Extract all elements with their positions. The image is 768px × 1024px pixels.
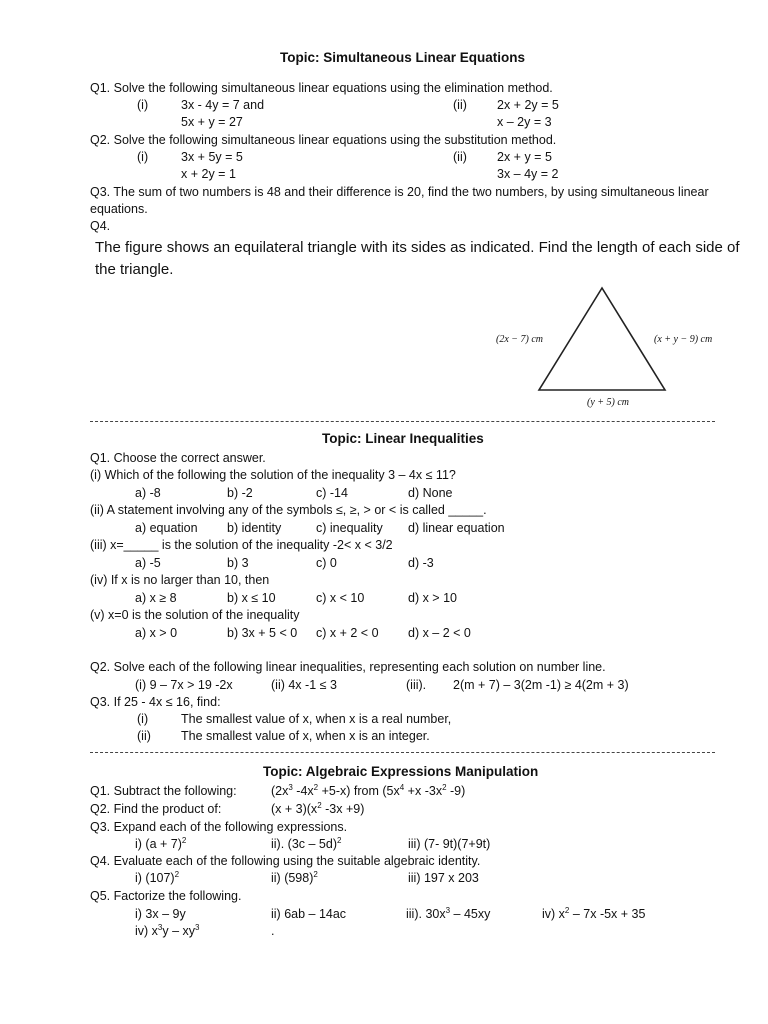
expr-part: iv) x xyxy=(135,924,158,938)
s2-q2-iii: 2(m + 7) – 3(2m -1) ≥ 4(2m + 3) xyxy=(453,678,629,692)
exponent: 2 xyxy=(174,869,180,879)
section-divider xyxy=(90,752,715,753)
s3-q4: Q4. Evaluate each of the following using the suitable algebraic identity. xyxy=(90,854,481,868)
s1-q4-text2: the triangle. xyxy=(95,261,174,278)
s2-q1-i-a: a) -8 xyxy=(135,486,161,500)
s1-q1: Q1. Solve the following simultaneous linear equations using the elimination method. xyxy=(90,81,553,95)
expr-part: +5-x) from (5x xyxy=(318,784,400,798)
expr-part: +x -3x xyxy=(404,784,443,798)
s2-q1-iii-c: c) 0 xyxy=(316,556,337,570)
s1-q1-i-eq2: 5x + y = 27 xyxy=(181,115,243,129)
triangle-shape xyxy=(539,288,665,390)
s1-q4-text1: The figure shows an equilateral triangle with its sides as indicated. Find the length of each side of xyxy=(95,239,740,256)
s3-q3: Q3. Expand each of the following expressions. xyxy=(90,820,348,834)
s2-q1-iv-a: a) x ≥ 8 xyxy=(135,591,177,605)
s2-q1-ii-a: a) equation xyxy=(135,521,198,535)
section-title-simultaneous: Topic: Simultaneous Linear Equations xyxy=(280,50,526,65)
section-title-inequalities: Topic: Linear Inequalities xyxy=(322,431,484,446)
s1-q3-line2: equations. xyxy=(90,202,148,216)
expr-part: – 45xy xyxy=(450,907,491,921)
s1-q2-i-eq1: 3x + 5y = 5 xyxy=(181,150,243,164)
s3-q5-trailing-dot: . xyxy=(271,924,275,938)
s2-q3-i: The smallest value of x, when x is a real number, xyxy=(181,712,452,726)
s2-q1-iv: (iv) If x is no larger than 10, then xyxy=(90,573,270,587)
s2-q1-i-c: c) -14 xyxy=(316,486,348,500)
s3-q5-i: i) 3x – 9y xyxy=(135,907,186,921)
s3-q3-iii: iii) (7- 9t)(7+9t) xyxy=(408,837,491,851)
expr-part: i) (a + 7) xyxy=(135,837,182,851)
s2-q1-iii-a: a) -5 xyxy=(135,556,161,570)
s2-q1-ii-b: b) identity xyxy=(227,521,282,535)
s1-q4: Q4. xyxy=(90,219,111,233)
s2-q1-iii-b: b) 3 xyxy=(227,556,249,570)
s1-q2: Q2. Solve the following simultaneous linear equations using the substitution method. xyxy=(90,133,557,147)
s2-q1-i-b: b) -2 xyxy=(227,486,253,500)
s3-q3-i xyxy=(135,836,186,852)
s2-q3-ii-label: (ii) xyxy=(137,729,151,743)
exponent: 2 xyxy=(313,782,319,792)
s1-q2-ii-eq1: 2x + y = 5 xyxy=(497,150,552,164)
s1-q1-i-eq1: 3x - 4y = 7 and xyxy=(181,98,265,112)
exponent: 2 xyxy=(564,905,570,915)
s1-q1-i-label: (i) xyxy=(137,98,149,112)
s2-q1-ii: (ii) A statement involving any of the symbols ≤, ≥, > or < is called _____. xyxy=(90,503,487,517)
expr-part: -3x +9) xyxy=(321,802,365,816)
s2-q1-iii: (iii) x=_____ is the solution of the inequality -2< x < 3/2 xyxy=(90,538,393,552)
s2-q1-i: (i) Which of the following the solution of the inequality 3 – 4x ≤ 11? xyxy=(90,468,456,482)
s3-q5-iii xyxy=(406,906,490,922)
s3-q4-i xyxy=(135,870,179,886)
triangle-right-side-label: (x + y − 9) cm xyxy=(654,334,713,345)
s2-q2: Q2. Solve each of the following linear inequalities, representing each solution on number line. xyxy=(90,660,606,674)
s3-q5-iv-second xyxy=(135,923,199,939)
s2-q1-i-d: d) None xyxy=(408,486,453,500)
section-title-algebraic: Topic: Algebraic Expressions Manipulation xyxy=(263,764,539,779)
exponent: 3 xyxy=(157,922,163,932)
s3-q3-ii xyxy=(271,836,341,852)
s1-q3-line1: Q3. The sum of two numbers is 48 and their difference is 20, find the two numbers, by using simultaneous linear xyxy=(90,185,709,199)
expr-part: -4x xyxy=(292,784,314,798)
s2-q1: Q1. Choose the correct answer. xyxy=(90,451,266,465)
triangle-left-side-label: (2x − 7) cm xyxy=(496,334,544,345)
s1-q1-ii-eq2: x – 2y = 3 xyxy=(497,115,552,129)
s3-q5-ii: ii) 6ab – 14ac xyxy=(271,907,347,921)
s2-q1-ii-d: d) linear equation xyxy=(408,521,505,535)
triangle-bottom-side-label: (y + 5) cm xyxy=(587,397,630,408)
s1-q2-ii-label: (ii) xyxy=(453,150,467,164)
exponent: 2 xyxy=(181,835,187,845)
s2-q1-v-c: c) x + 2 < 0 xyxy=(316,626,379,640)
s2-q3-ii: The smallest value of x, when x is an integer. xyxy=(181,729,430,743)
s3-q2: Q2. Find the product of: xyxy=(90,802,222,816)
s1-q2-ii-eq2: 3x – 4y = 2 xyxy=(497,167,559,181)
s3-q1: Q1. Subtract the following: xyxy=(90,784,237,798)
expr-part: iv) x xyxy=(542,907,565,921)
s3-q5: Q5. Factorize the following. xyxy=(90,889,242,903)
s3-q2-expression xyxy=(271,801,364,817)
s3-q1-expression xyxy=(271,783,465,799)
s1-q1-ii-label: (ii) xyxy=(453,98,467,112)
s2-q1-ii-c: c) inequality xyxy=(316,521,383,535)
expr-part: y – xy xyxy=(162,924,196,938)
expr-part: (2x xyxy=(271,784,289,798)
s2-q1-v-a: a) x > 0 xyxy=(135,626,178,640)
exponent: 2 xyxy=(317,800,322,810)
exponent: 2 xyxy=(337,835,342,845)
exponent: 3 xyxy=(288,782,293,792)
s2-q1-iv-b: b) x ≤ 10 xyxy=(227,591,276,605)
s3-q5-iv xyxy=(542,906,645,922)
s1-q2-i-eq2: x + 2y = 1 xyxy=(181,167,236,181)
s2-q1-iv-c: c) x < 10 xyxy=(316,591,365,605)
s2-q1-iv-d: d) x > 10 xyxy=(408,591,457,605)
exponent: 2 xyxy=(442,782,447,792)
exponent: 4 xyxy=(399,782,405,792)
section-divider xyxy=(90,421,715,422)
equilateral-triangle-figure xyxy=(535,285,670,395)
s2-q1-iii-d: d) -3 xyxy=(408,556,434,570)
exponent: 3 xyxy=(445,905,451,915)
s1-q1-ii-eq1: 2x + 2y = 5 xyxy=(497,98,559,112)
exponent: 2 xyxy=(313,869,318,879)
s3-q4-ii xyxy=(271,870,318,886)
expr-part: -9) xyxy=(446,784,466,798)
expr-part: – 7x -5x + 35 xyxy=(569,907,646,921)
s2-q2-ii: (ii) 4x -1 ≤ 3 xyxy=(271,678,337,692)
s2-q3-i-label: (i) xyxy=(137,712,149,726)
s2-q2-iii-label: (iii). xyxy=(406,678,427,692)
expr-part: ii). (3c – 5d) xyxy=(271,837,337,851)
s2-q1-v: (v) x=0 is the solution of the inequality xyxy=(90,608,300,622)
expr-part: (x + 3)(x xyxy=(271,802,318,816)
s2-q1-v-d: d) x – 2 < 0 xyxy=(408,626,471,640)
expr-part: iii). 30x xyxy=(406,907,446,921)
s2-q2-i: (i) 9 – 7x > 19 -2x xyxy=(135,678,233,692)
s2-q3: Q3. If 25 - 4x ≤ 16, find: xyxy=(90,695,221,709)
exponent: 3 xyxy=(195,922,200,932)
s2-q1-v-b: b) 3x + 5 < 0 xyxy=(227,626,298,640)
s3-q4-iii: iii) 197 x 203 xyxy=(408,871,479,885)
expr-part: ii) (598) xyxy=(271,871,314,885)
expr-part: i) (107) xyxy=(135,871,175,885)
s1-q2-i-label: (i) xyxy=(137,150,149,164)
